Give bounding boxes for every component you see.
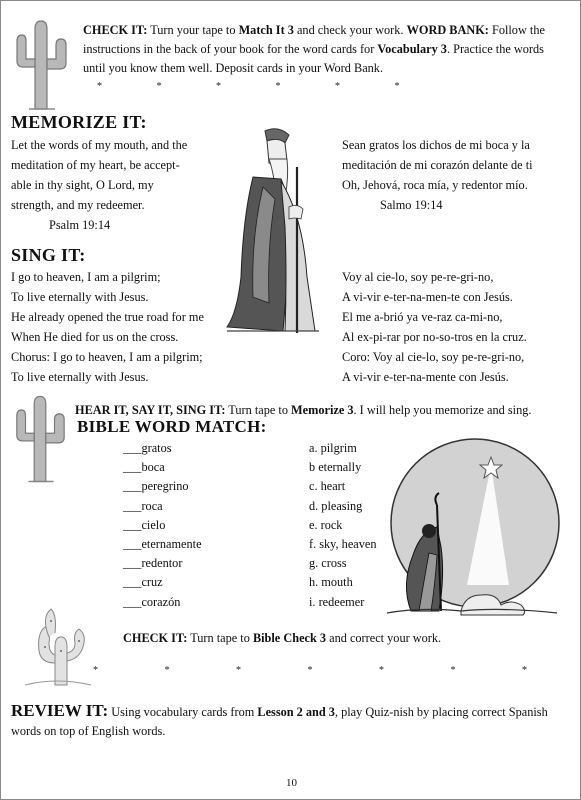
song-english-lyrics [11,267,204,387]
word-bank-text: Follow the instructions in the back of your book for the word cards for [83,23,545,56]
verse-reference: Psalm 19:14 [49,218,111,232]
review-it-paragraph [11,701,561,741]
lyric-line: To live eternally with Jesus. [11,290,149,304]
match-option: a. pilgrim [309,441,357,455]
lyric-line: Voy al cie-lo, soy pe-re-gri-no, [342,270,494,284]
sing-heading: SING IT: [11,245,86,265]
memorize-tape-label: Memorize 3 [291,403,354,417]
memorize-english-verse [11,135,187,235]
night-shepherd-illustration [381,435,563,619]
check-it-label: CHECK IT: [123,631,188,645]
check-it-text: Turn your tape to [147,23,239,37]
check-it-2-paragraph [123,629,441,648]
lyric-line: He already opened the true road for me [11,310,204,324]
star-divider: * * * * * * [97,81,400,92]
cactus-icon [11,19,71,111]
lyric-line: Chorus: I go to heaven, I am a pilgrim; [11,350,203,364]
page-number: 10 [286,777,297,789]
verse-line: strength, and my redeemer. [11,198,145,212]
match-option: i. redeemer [309,594,365,609]
hear-it-text: . I will help you memorize and sing. [353,403,532,417]
review-it-label: REVIEW IT: [11,701,109,720]
verse-line: meditation of my heart, be accept- [11,158,180,172]
verse-line: Sean gratos los dichos de mi boca y la [342,138,530,152]
match-blank-item[interactable]: ___boca [123,460,165,475]
song-spanish-lyrics [342,267,527,387]
lyric-line: I go to heaven, I am a pilgrim; [11,270,161,284]
english-word-list [309,439,377,612]
lyric-line: Coro: Voy al cie-lo, soy pe-re-gri-no, [342,350,525,364]
match-option: h. mouth [309,575,353,590]
vocabulary-label: Vocabulary 3 [377,42,447,56]
match-option: g. cross [309,556,347,571]
lyric-line: To live eternally with Jesus. [11,370,149,384]
verse-line: meditación de mi corazón delante de ti [342,158,533,172]
match-option: c. heart [309,479,346,494]
memorize-spanish-verse [342,135,533,215]
bible-check-label: Bible Check 3 [252,631,327,645]
spanish-word-list [123,439,202,612]
star-divider: * * * * * * * [93,665,527,676]
match-option: b eternally [309,460,362,475]
match-blank-item[interactable]: ___peregrino [123,479,189,494]
lyric-line: When He died for us on the cross. [11,330,179,344]
lesson-label: Lesson 2 and 3 [257,705,335,719]
desert-plant-icon [21,607,95,687]
hear-it-text: Turn tape to [225,403,292,417]
check-it-text: and correct your work. [326,631,442,645]
match-blank-item[interactable]: ___eternamente [123,537,202,552]
lyric-line: Al ex-pi-rar por no-so-tros en la cruz. [342,330,527,344]
verse-line: Let the words of my mouth, and the [11,138,188,152]
verse-line: able in thy sight, O Lord, my [11,178,154,192]
match-blank-item[interactable]: ___redentor [123,556,183,571]
word-bank-label: WORD BANK: [406,23,489,37]
match-blank-item[interactable]: ___corazón [123,594,181,609]
hear-it-label: HEAR IT, SAY IT, SING IT: [75,403,226,417]
match-option: d. pleasing [309,498,363,513]
review-text: Using vocabulary cards from [108,705,258,719]
match-option: e. rock [309,517,343,532]
memorize-heading: MEMORIZE IT: [11,112,147,132]
lyric-line: El me a-brió ya ve-raz ca-mi-no, [342,310,503,324]
match-blank-item[interactable]: ___cielo [123,517,166,532]
check-it-label: CHECK IT: [83,23,148,37]
bible-word-match-heading: BIBLE WORD MATCH: [77,417,267,436]
lyric-line: A vi-vir e-ter-na-mente con Jesús. [342,370,509,384]
check-it-text: Turn tape to [187,631,253,645]
review-text: , play Quiz-nish by placing correct Spanish words on top of English words. [11,705,548,738]
check-it-text: and check your work. [293,23,407,37]
match-blank-item[interactable]: ___roca [123,498,163,513]
match-option: f. sky, heaven [309,537,377,552]
verse-reference: Salmo 19:14 [380,198,443,212]
word-bank-text: . Practice the words until you know them well. Deposit cards in your Word Bank. [83,42,544,75]
match-it-label: Match It 3 [238,23,294,37]
check-it-paragraph [83,21,558,78]
match-blank-item[interactable]: ___gratos [123,441,172,455]
verse-line: Oh, Jehová, roca mía, y redentor mío. [342,178,528,192]
cactus-icon [11,393,69,485]
lyric-line: A vi-vir e-ter-na-men-te con Jesús. [342,290,513,304]
pilgrim-illustration [223,127,323,335]
match-blank-item[interactable]: ___cruz [123,575,163,590]
